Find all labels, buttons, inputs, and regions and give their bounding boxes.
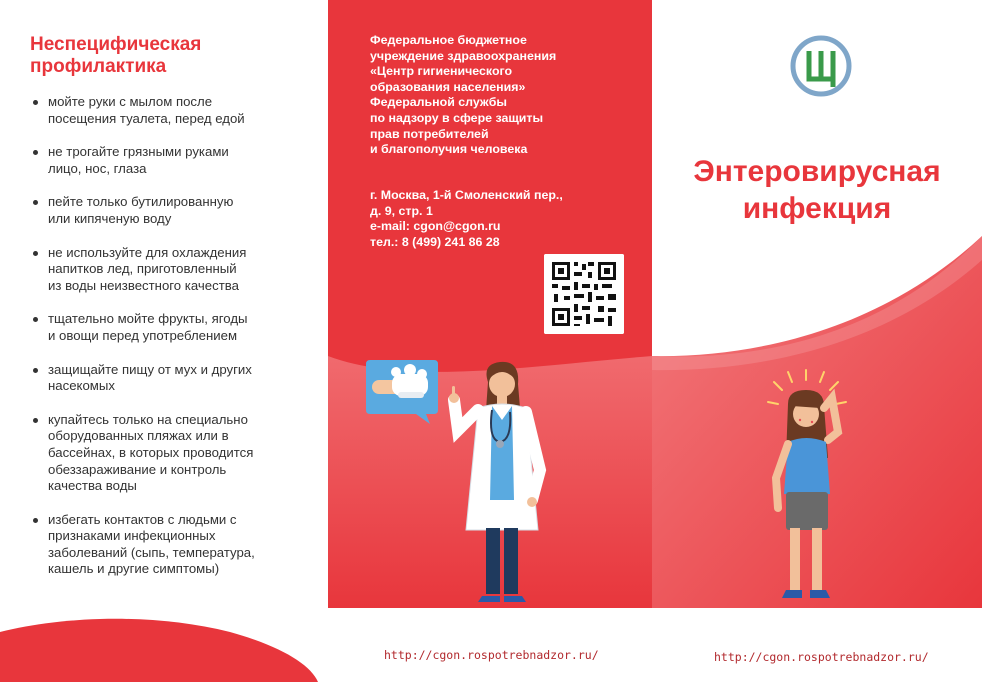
bullet-icon (33, 150, 38, 155)
organization-line: по надзору в сфере защиты (370, 110, 544, 125)
bullet-icon (33, 518, 38, 523)
prevention-title-line1: Неспецифическая (30, 34, 202, 55)
bullet-icon (33, 200, 38, 205)
contact-address (370, 188, 640, 250)
brochure-title-line1: Энтеровирусная (693, 155, 941, 188)
prevention-tip-line: или кипяченую воду (48, 210, 172, 226)
prevention-tip (30, 245, 315, 295)
prevention-tip (30, 412, 315, 495)
prevention-tip-line: тщательно мойте фрукты, ягоды (48, 311, 248, 327)
organization-line: прав потребителей (370, 126, 489, 141)
right-panel (652, 0, 982, 682)
prevention-tip-line: купайтесь только на специально (48, 411, 248, 427)
organization-line: учреждение здравоохранения (370, 48, 557, 63)
prevention-tip-line: обеззараживание и контроль (48, 461, 227, 477)
prevention-tip (30, 362, 315, 395)
prevention-tip-line: заболеваний (сыпь, температура, (48, 544, 255, 560)
prevention-title (30, 34, 310, 78)
address-line: тел.: 8 (499) 241 86 28 (370, 234, 500, 249)
prevention-tip-line: защищайте пищу от мух и других (48, 361, 252, 377)
bullet-icon (33, 317, 38, 322)
handwashing-bubble-icon (364, 358, 440, 426)
organization-name (370, 33, 640, 158)
prevention-tip (30, 194, 315, 227)
left-panel (0, 0, 328, 682)
prevention-tip-line: из воды неизвестного качества (48, 277, 239, 293)
address-line: г. Москва, 1-й Смоленский пер., (370, 188, 563, 202)
bullet-icon (33, 100, 38, 105)
organization-line: Федеральной службы (370, 95, 507, 110)
organization-line: «Центр гигиенического (370, 64, 513, 79)
organization-line: Федеральное бюджетное (370, 33, 527, 47)
middle-panel (328, 0, 652, 682)
prevention-tip (30, 144, 315, 177)
prevention-title-line2: профилактика (30, 56, 167, 77)
prevention-tip-line: не используйте для охлаждения (48, 244, 247, 260)
website-link-right[interactable]: http://cgon.rospotrebnadzor.ru/ (714, 650, 929, 664)
organization-line: образования населения» (370, 79, 526, 94)
qr-code[interactable] (544, 254, 624, 334)
bullet-icon (33, 368, 38, 373)
doctor-illustration (442, 360, 562, 606)
decorative-wave (0, 612, 328, 682)
address-line: д. 9, стр. 1 (370, 203, 433, 218)
prevention-tip-line: лицо, нос, глаза (48, 160, 147, 176)
prevention-tip-line: качества воды (48, 478, 137, 494)
bullet-icon (33, 251, 38, 256)
prevention-tip-line: мойте руки с мылом после (48, 94, 213, 109)
prevention-tip-line: бассейнах, в которых проводится (48, 444, 254, 460)
prevention-tip-line: кашель и другие симптомы) (48, 561, 220, 577)
prevention-tip-line: пейте только бутилированную (48, 194, 234, 210)
website-link-middle[interactable]: http://cgon.rospotrebnadzor.ru/ (384, 648, 599, 662)
address-line: e-mail: cgon@cgon.ru (370, 219, 501, 234)
brochure-title-line2: инфекция (742, 192, 892, 225)
prevention-tip-line: оборудованных пляжах или в (48, 428, 229, 444)
prevention-tip-line: насекомых (48, 378, 115, 394)
prevention-tip-line: напитков лед, приготовленный (48, 261, 237, 277)
prevention-tip-line: избегать контактов с людьми с (48, 511, 237, 527)
prevention-tip-line: признаками инфекционных (48, 528, 216, 544)
organization-line: и благополучия человека (370, 142, 528, 157)
brochure-title (652, 153, 982, 227)
prevention-tip-line: не трогайте грязными руками (48, 144, 229, 160)
prevention-tip (30, 311, 315, 344)
prevention-tip-line: посещения туалета, перед едой (48, 110, 245, 126)
prevention-tips-list (30, 94, 315, 595)
prevention-tip (30, 94, 315, 127)
cgon-logo (790, 35, 852, 97)
bullet-icon (33, 418, 38, 423)
prevention-tip (30, 512, 315, 578)
prevention-tip-line: и овощи перед употреблением (48, 327, 238, 343)
sick-girl-illustration (752, 368, 862, 604)
